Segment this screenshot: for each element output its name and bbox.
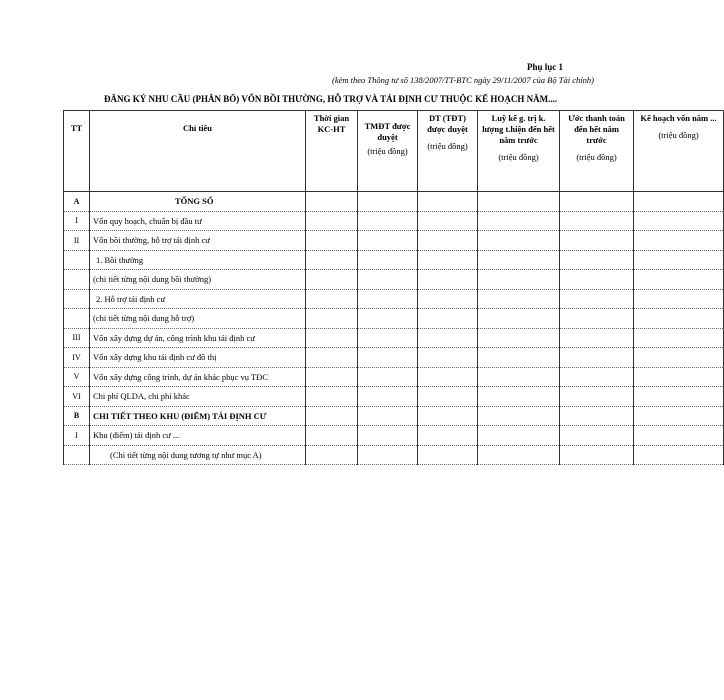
row-label: Vốn xây dựng khu tái định cư đô thị (90, 348, 306, 368)
table-row (64, 367, 724, 387)
col-header-duration: Thời gian KC-HT (306, 111, 358, 192)
table-row (64, 289, 724, 309)
row-number: V (64, 367, 90, 387)
row-label: Vốn bồi thường, hỗ trợ tái định cư (90, 231, 306, 251)
col-header-cumulative: Luỹ kế g. trị k. lượng t.hiện đến hết năm trước (triệu đồng) (478, 111, 560, 192)
budget-table (63, 110, 724, 465)
document-title: ĐĂNG KÝ NHU CẦU (PHÂN BỔ) VỐN BỒI THƯỜNG, HỖ TRỢ VÀ TÁI ĐỊNH CƯ THUỘC KẾ HOẠCH NĂM.... (104, 94, 558, 104)
col-header-total-investment: TMĐT được duyệt (triệu đồng) (358, 111, 418, 192)
row-number: III (64, 328, 90, 348)
row-number: IV (64, 348, 90, 368)
col-header-tt: TT (64, 111, 90, 192)
row-number (64, 270, 90, 290)
row-number: I (64, 426, 90, 446)
table-row (64, 192, 724, 212)
table-row (64, 211, 724, 231)
row-label: Vốn quy hoạch, chuẩn bị đầu tư (90, 211, 306, 231)
row-label: TỔNG SỐ (90, 192, 306, 212)
table-row (64, 270, 724, 290)
table-row (64, 348, 724, 368)
row-label: 2. Hỗ trợ tái định cư (90, 289, 306, 309)
row-label: Vốn xây dựng dự án, công trình khu tái định cư (90, 328, 306, 348)
appendix-subtitle: (kèm theo Thông tư số 138/2007/TT-BTC ngày 29/11/2007 của Bộ Tài chính) (332, 75, 594, 85)
table-row (64, 231, 724, 251)
col-header-capital-plan: Kế hoạch vốn năm ... (triệu đồng) (634, 111, 724, 192)
row-number (64, 289, 90, 309)
row-label: CHI TIẾT THEO KHU (ĐIỂM) TÁI ĐỊNH CƯ (90, 406, 306, 426)
col-header-estimate: DT (TĐT) được duyệt (triệu đồng) (418, 111, 478, 192)
row-number (64, 250, 90, 270)
row-label: (chi tiết từng nội dung bồi thường) (90, 270, 306, 290)
table-row (64, 445, 724, 465)
table-row (64, 250, 724, 270)
col-header-indicator: Chỉ tiêu (90, 111, 306, 192)
row-label: Chi phí QLDA, chi phí khác (90, 387, 306, 407)
appendix-label: Phụ lục 1 (527, 62, 564, 72)
row-label: (chi tiết từng nội dung hỗ trợ) (90, 309, 306, 329)
table-row (64, 328, 724, 348)
row-number (64, 445, 90, 465)
row-label: 1. Bồi thường (90, 250, 306, 270)
row-number: II (64, 231, 90, 251)
col-header-estimated-payment: Ước thanh toán đến hết năm trước (triệu đồng) (560, 111, 634, 192)
table-row (64, 387, 724, 407)
row-number: A (64, 192, 90, 212)
row-number: I (64, 211, 90, 231)
table-header-row (64, 111, 724, 192)
table-row (64, 426, 724, 446)
table-row (64, 309, 724, 329)
table-row (64, 406, 724, 426)
row-label: Khu (điểm) tái định cư ... (90, 426, 306, 446)
row-number: B (64, 406, 90, 426)
row-number: VI (64, 387, 90, 407)
row-number (64, 309, 90, 329)
row-label: (Chi tiết từng nội dung tương tự như mục A) (90, 445, 306, 465)
row-label: Vốn xây dựng công trình, dự án khác phục vụ TĐC (90, 367, 306, 387)
